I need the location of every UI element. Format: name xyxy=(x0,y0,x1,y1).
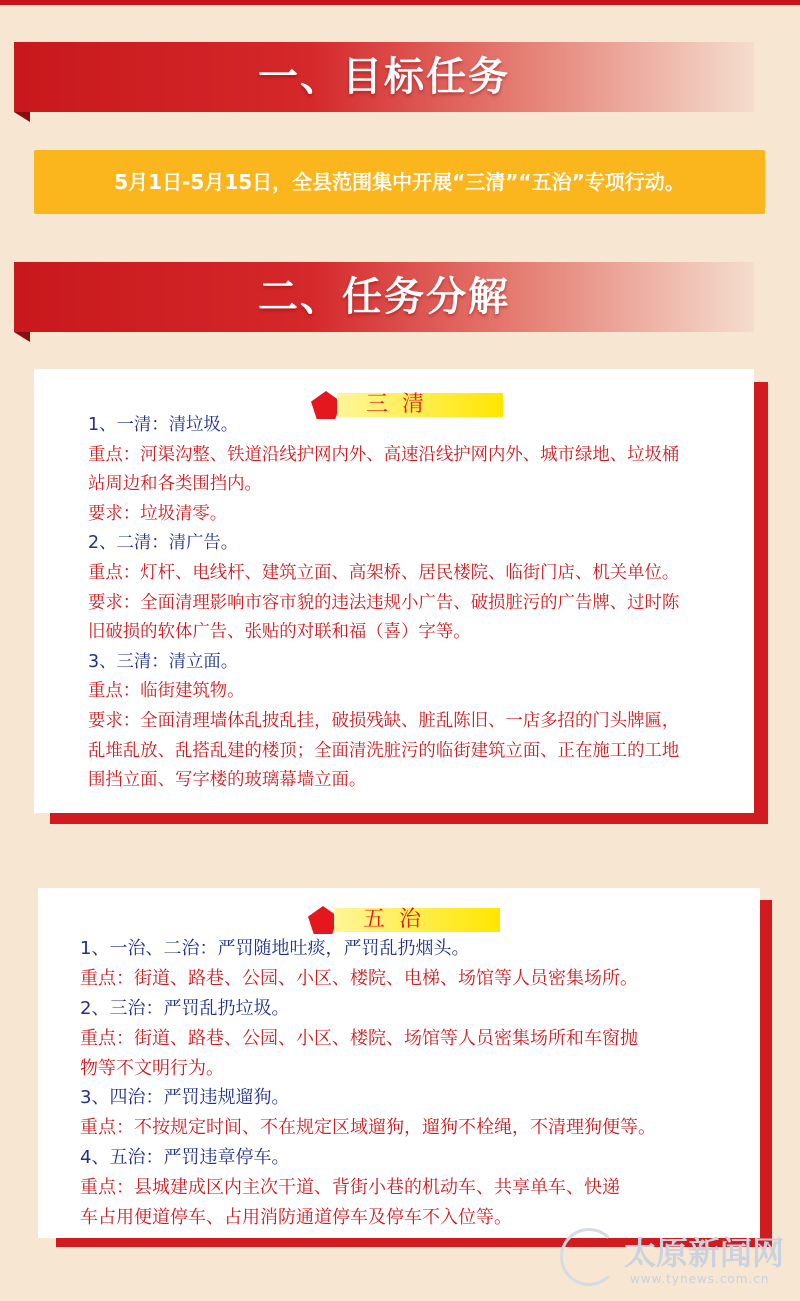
goal-box xyxy=(34,150,765,214)
swirl-logo-icon xyxy=(560,1228,618,1286)
banner-fold xyxy=(14,332,30,342)
wuzhi-line-5: 物等不文明行为。 xyxy=(80,1057,224,1079)
wuzhi-heading xyxy=(308,906,508,934)
wuzhi-line-9: 重点：县城建成区内主次干道、背街小巷的机动车、共享单车、快递 xyxy=(80,1177,620,1199)
sanqing-line-3: 站周边和各类围挡内。 xyxy=(88,474,262,495)
sanqing-line-12: 乱堆乱放、乱搭乱建的楼顶；全面清洗脏污的临街建筑立面、正在施工的工地 xyxy=(88,740,680,761)
sanqing-line-11: 要求：全面清理墙体乱披乱挂，破损残缺、脏乱陈旧、一店多招的门头牌匾， xyxy=(88,710,680,731)
wuzhi-line-2: 重点：街道、路巷、公园、小区、楼院、电梯、场馆等人员密集场所。 xyxy=(80,967,638,989)
wuzhi-heading-label: 五治 xyxy=(362,907,435,932)
sanqing-line-5: 2、二清：清广告。 xyxy=(88,533,239,554)
sanqing-line-4: 要求：垃圾清零。 xyxy=(88,503,228,524)
wuzhi-line-4: 重点：街道、路巷、公园、小区、楼院、场馆等人员密集场所和车窗抛 xyxy=(80,1027,638,1049)
watermark xyxy=(560,1228,800,1296)
wuzhi-line-10: 车占用便道停车、占用消防通道停车及停车不入位等。 xyxy=(80,1207,512,1229)
sanqing-card xyxy=(34,369,754,813)
wuzhi-line-6: 3、四治：严罚违规遛狗。 xyxy=(80,1087,290,1109)
banner-fold xyxy=(14,112,30,122)
wuzhi-line-1: 1、一治、二治：严罚随地吐痰，严罚乱扔烟头。 xyxy=(80,938,470,959)
watermark-url: www.tynews.com.cn xyxy=(630,1272,770,1286)
top-rule xyxy=(0,0,800,5)
goal-section-banner xyxy=(14,42,754,120)
breakdown-section-title: 二、任务分解 xyxy=(258,274,510,320)
sanqing-line-6: 重点：灯杆、电线杆、建筑立面、高架桥、居民楼院、临街门店、机关单位。 xyxy=(88,562,680,583)
sanqing-line-13: 围挡立面、写字楼的玻璃幕墙立面。 xyxy=(88,770,367,791)
sanqing-line-1: 1、一清：清垃圾。 xyxy=(88,415,239,435)
wuzhi-line-8: 4、五治：严罚违章停车。 xyxy=(80,1147,290,1169)
wuzhi-lines xyxy=(80,934,656,1233)
sanqing-line-2: 重点：河渠沟整、铁道沿线护网内外、高速沿线护网内外、城市绿地、垃圾桶 xyxy=(88,444,680,465)
sanqing-heading-label: 三清 xyxy=(365,392,438,417)
wuzhi-line-3: 2、三治：严罚乱扔垃圾。 xyxy=(80,997,290,1019)
sanqing-line-8: 旧破损的软体广告、张贴的对联和福（喜）字等。 xyxy=(88,622,471,643)
sanqing-lines xyxy=(88,411,679,796)
wuzhi-line-7: 重点：不按规定时间、不在规定区域遛狗，遛狗不栓绳，不清理狗便等。 xyxy=(80,1117,656,1139)
goal-text: 5月1日-5月15日，全县范围集中开展“三清”“五治”专项行动。 xyxy=(114,170,685,194)
breakdown-section-banner xyxy=(14,262,754,340)
wuzhi-card xyxy=(38,888,760,1238)
sanqing-line-9: 3、三清：清立面。 xyxy=(88,651,239,672)
sanqing-line-10: 重点：临街建筑物。 xyxy=(88,681,245,702)
goal-section-title: 一、目标任务 xyxy=(258,54,510,100)
sanqing-line-7: 要求：全面清理影响市容市貌的违法违规小广告、破损脏污的广告牌、过时陈 xyxy=(88,592,680,613)
watermark-name: 太原新闻网 xyxy=(624,1234,785,1272)
